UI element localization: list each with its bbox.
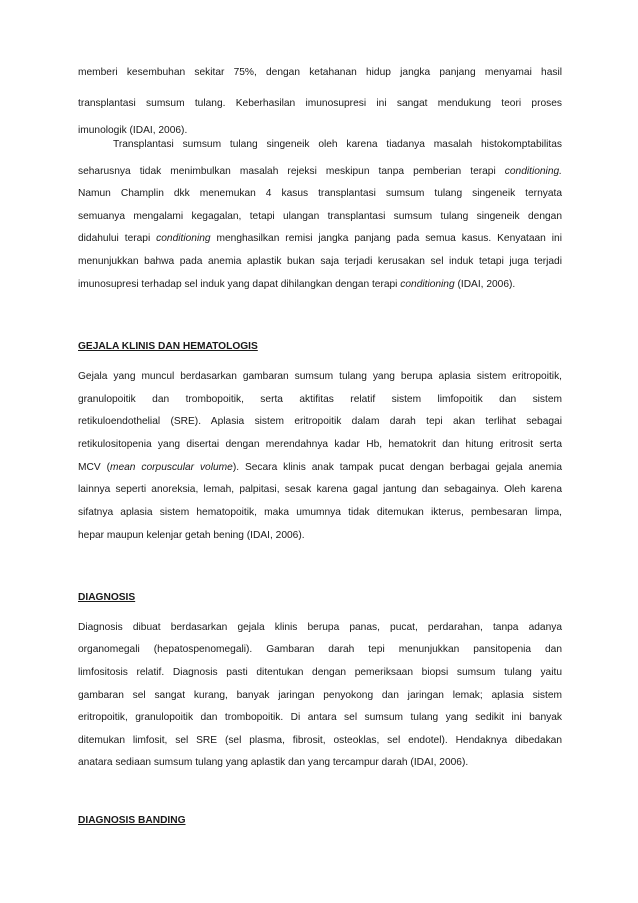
italic-term: mean corpuscular volume xyxy=(109,462,233,473)
text-run: didahului terapi xyxy=(78,233,157,244)
text-run: seharusnya tidak menimbulkan masalah rejeksi meskipun tanpa pemberian terapi xyxy=(78,166,505,177)
italic-term: conditioning xyxy=(400,279,455,290)
italic-term: conditioning. xyxy=(504,166,562,177)
text-run: ). Secara klinis anak tampak pucat dengan berbagai gejala anemia xyxy=(232,462,562,473)
paragraph-line: Gejala yang muncul berdasarkan gambaran sumsum tulang yang berupa aplasia sistem eritropoitik, xyxy=(78,371,562,382)
section-heading: DIAGNOSIS xyxy=(78,592,136,603)
section-heading: DIAGNOSIS BANDING xyxy=(78,815,186,826)
paragraph-line: organomegali (hepatospenomegali). Gambaran darah tepi menunjukkan pansitopenia dan xyxy=(78,644,562,655)
italic-term: conditioning xyxy=(156,233,211,244)
paragraph-line: gambaran sel sangat kurang, banyak jaringan penyokong dan jaringan lemak; aplasia sistem xyxy=(78,690,562,701)
paragraph-line: retikuloendothelial (SRE). Aplasia sistem eritropoitik dalam darah tepi akan terlihat sebagai xyxy=(78,416,562,427)
paragraph-line: ditemukan limfosit, sel SRE (sel plasma, fibrosit, osteoklas, sel endotel). Hendaknya dibedakan xyxy=(78,735,562,746)
text-run: (IDAI, 2006). xyxy=(454,279,516,290)
paragraph-line: lainnya seperti anoreksia, lemah, palpitasi, sesak karena gagal jantung dan sebagainya. Oleh karena xyxy=(78,484,562,495)
paragraph-line: sifatnya aplasia sistem hematopoitik, maka umumnya tidak ditemukan ikterus, pembesaran limpa, xyxy=(78,507,562,518)
text-run: imunosupresi terhadap sel induk yang dapat dihilangkan dengan terapi xyxy=(78,279,401,290)
text-run: menghasilkan remisi jangka panjang pada semua kasus. Kenyataan ini xyxy=(210,233,562,244)
paragraph-line: eritropoitik, granulopoitik dan trombopoitik. Di antara sel sumsum tulang yang sedikit ini banyak xyxy=(78,712,562,723)
paragraph-line: imunologik (IDAI, 2006). xyxy=(78,125,188,136)
paragraph-line: Diagnosis dibuat berdasarkan gejala klinis berupa panas, pucat, perdarahan, tanpa adanya xyxy=(78,622,562,633)
paragraph-line xyxy=(78,165,562,179)
paragraph-line xyxy=(78,461,562,475)
paragraph-line: limfositosis relatif. Diagnosis pasti ditentukan dengan pemeriksaan biopsi sumsum tulang yaitu xyxy=(78,667,562,678)
paragraph-line: memberi kesembuhan sekitar 75%, dengan ketahanan hidup jangka panjang menyamai hasil xyxy=(78,67,562,78)
paragraph-line: anatara sediaan sumsum tulang yang aplastik dan yang tercampur darah (IDAI, 2006). xyxy=(78,757,469,768)
paragraph-line: transplantasi sumsum tulang. Keberhasilan imunosupresi ini sangat mendukung teori proses xyxy=(78,98,562,109)
paragraph-line xyxy=(78,278,562,292)
paragraph-line: menunjukkan bahwa pada anemia aplastik bukan saja terjadi kerusakan sel induk tetapi juga terjadi xyxy=(78,256,562,267)
paragraph-line xyxy=(78,232,562,246)
paragraph-line: Namun Champlin dkk menemukan 4 kasus transplantasi sumsum tulang singeneik ternyata xyxy=(78,188,562,199)
paragraph-line: granulopoitik dan trombopoitik, serta aktifitas relatif sistem limfopoitik dan sistem xyxy=(78,394,562,405)
paragraph-line: Transplantasi sumsum tulang singeneik oleh karena tiadanya masalah histokomptabilitas xyxy=(113,139,562,150)
paragraph-line: hepar maupun kelenjar getah bening (IDAI, 2006). xyxy=(78,530,305,541)
section-heading: GEJALA KLINIS DAN HEMATOLOGIS xyxy=(78,341,258,352)
paragraph-line: retikulositopenia yang disertai dengan merendahnya kadar Hb, hematokrit dan hitung eritrosit serta xyxy=(78,439,562,450)
paragraph-line: semuanya mengalami kegagalan, tetapi ulangan transplantasi sumsum tulang singeneik dengan xyxy=(78,211,562,222)
text-run: MCV ( xyxy=(78,462,110,473)
